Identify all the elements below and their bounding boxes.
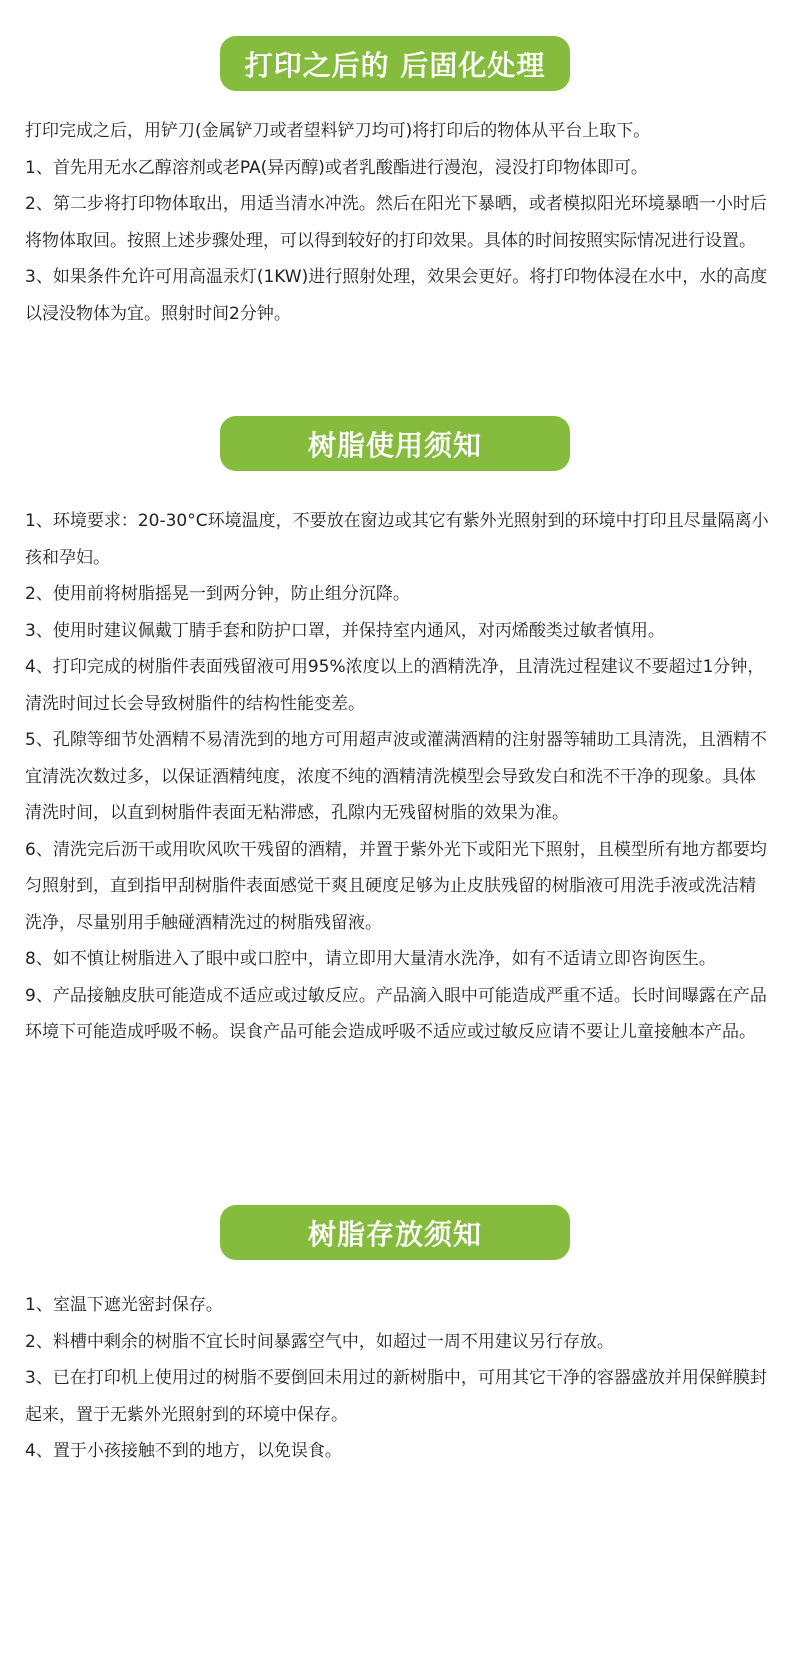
paragraph: 2、使用前将树脂摇晃一到两分钟，防止组分沉降。 <box>25 584 410 604</box>
paragraph: 打印完成之后，用铲刀(金属铲刀或者望料铲刀均可)将打印后的物体从平台上取下。 <box>25 121 651 141</box>
paragraph: 6、清洗完后沥干或用吹风吹干残留的酒精，并置于紫外光下或阳光下照射，且模型所有地方都要均匀照射到，直到指甲刮树脂件表面感觉干爽且硬度足够为止皮肤残留的树脂液可用洗手液或洗洁精洗净，尽量别用手触碰酒精洗过的树脂残留液。 <box>25 839 767 933</box>
paragraph: 3、如果条件允许可用高温汞灯(1KW)进行照射处理，效果会更好。将打印物体浸在水中，水的高度以浸没物体为宜。照射时间2分钟。 <box>25 267 768 324</box>
section-title-post-curing: 打印之后的 后固化处理 <box>220 36 570 91</box>
section-body-post-curing <box>25 113 770 332</box>
paragraph: 1、室温下遮光密封保存。 <box>25 1295 223 1315</box>
paragraph: 9、产品接触皮肤可能造成不适应或过敏反应。产品滴入眼中可能造成严重不适。长时间曝露在产品环境下可能造成呼吸不畅。误食产品可能会造成呼吸不适应或过敏反应请不要让儿童接触本产品。 <box>25 985 767 1042</box>
paragraph: 1、首先用无水乙醇溶剂或老PA(异丙醇)或者乳酸酯进行漫泡，浸没打印物体即可。 <box>25 157 648 178</box>
paragraph: 1、环境要求：20-30°C环境温度，不要放在窗边或其它有紫外光照射到的环境中打印且尽量隔离小孩和孕妇。 <box>25 511 769 568</box>
section-title-resin-usage: 树脂使用须知 <box>220 416 570 471</box>
paragraph: 4、打印完成的树脂件表面残留液可用95%浓度以上的酒精洗净，且清洗过程建议不要超过1分钟，清洗时间过长会导致树脂件的结构性能变差。 <box>25 657 765 714</box>
paragraph: 3、已在打印机上使用过的树脂不要倒回未用过的新树脂中，可用其它干净的容器盛放并用保鲜膜封起来，置于无紫外光照射到的环境中保存。 <box>25 1368 767 1425</box>
section-title-resin-storage: 树脂存放须知 <box>220 1205 570 1260</box>
paragraph: 4、置于小孩接触不到的地方，以免误食。 <box>25 1441 342 1461</box>
paragraph: 8、如不慎让树脂进入了眼中或口腔中，请立即用大量清水洗净，如有不适请立即咨询医生。 <box>25 949 716 969</box>
paragraph: 2、料槽中剩余的树脂不宜长时间暴露空气中，如超过一周不用建议另行存放。 <box>25 1331 614 1352</box>
section-body-resin-usage <box>25 503 770 1051</box>
section-body-resin-storage <box>25 1287 770 1470</box>
paragraph: 2、第二步将打印物体取出，用适当清水冲洗。然后在阳光下暴晒，或者模拟阳光环境暴晒一小时后将物体取回。按照上述步骤处理，可以得到较好的打印效果。具体的时间按照实际情况进行设置。 <box>25 194 767 251</box>
paragraph: 3、使用时建议佩戴丁腈手套和防护口罩，并保持室内通风，对丙烯酸类过敏者慎用。 <box>25 620 665 641</box>
paragraph: 5、孔隙等细节处酒精不易清洗到的地方可用超声波或灌满酒精的注射器等辅助工具清洗，且酒精不宜清洗次数过多，以保证酒精纯度，浓度不纯的酒精清洗模型会导致发白和洗不干净的现象。具体清洗时间，以直到树脂件表面无粘滞感，孔隙内无残留树脂的效果为准。 <box>25 730 767 823</box>
